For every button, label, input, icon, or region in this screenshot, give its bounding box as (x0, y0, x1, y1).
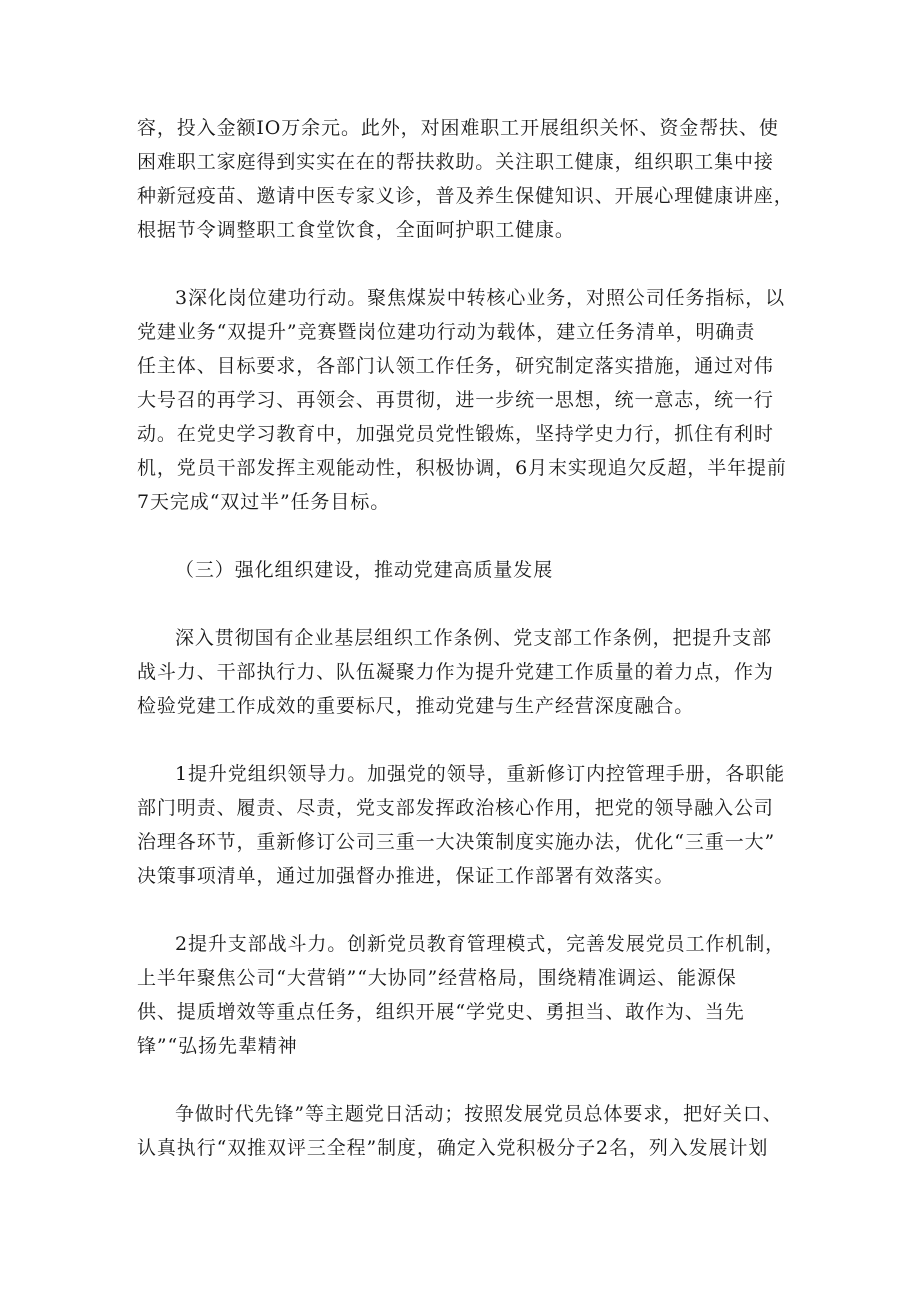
section-heading: （三）强化组织建设，推动党建高质量发展 (175, 559, 554, 581)
paragraph-line: 容，投入金额IO万余元。此外，对困难职工开展组织关怀、资金帮扶、使 (137, 117, 779, 139)
paragraph-line: 7天完成“双过半”任务目标。 (137, 491, 391, 513)
paragraph-line: 争做时代先锋”等主题党日活动；按照发展党员总体要求，把好关口、 (175, 1103, 783, 1125)
paragraph-line: 动。在党史学习教育中，加强党员党性锻炼，坚持学史力行，抓住有利时 (137, 423, 774, 445)
paragraph-line: 供、提质增效等重点任务，组织开展“学党史、勇担当、敢作为、当先 (137, 1001, 745, 1023)
paragraph-line: 3深化岗位建功行动。聚焦煤炭中转核心业务，对照公司任务指标，以 (175, 287, 785, 309)
paragraph-line: 检验党建工作成效的重要标尺，推动党建与生产经营深度融合。 (137, 695, 695, 717)
paragraph-line: 上半年聚焦公司“大营销”“大协同”经营格局，围绕精准调运、能源保 (137, 967, 737, 989)
paragraph-line: 认真执行“双推双评三全程”制度，确定入党积极分子2名，列入发展计划 (137, 1137, 769, 1159)
paragraph-line: 2提升支部战斗力。创新党员教育管理模式，完善发展党员工作机制， (175, 933, 785, 955)
paragraph-line: 根据节令调整职工食堂饮食，全面呵护职工健康。 (137, 219, 575, 241)
paragraph-line: 机，党员干部发挥主观能动性，积极协调，6月末实现追欠反超，半年提前 (137, 457, 787, 479)
paragraph-line: 任主体、目标要求，各部门认领工作任务，研究制定落实措施，通过对伟 (137, 355, 774, 377)
paragraph-line: 种新冠疫苗、邀请中医专家义诊，普及养生保健知识、开展心理健康讲座， (137, 185, 794, 207)
paragraph-line: 部门明责、履责、尽责，党支部发挥政治核心作用，把党的领导融入公司 (137, 797, 774, 819)
paragraph-line: 大号召的再学习、再领会、再贯彻，进一步统一思想，统一意志，统一行 (137, 389, 774, 411)
paragraph-line: 战斗力、干部执行力、队伍凝聚力作为提升党建工作质量的着力点，作为 (137, 661, 774, 683)
paragraph-line: 党建业务“双提升”竞赛暨岗位建功行动为载体，建立任务清单，明确责 (137, 321, 756, 343)
paragraph-line: 困难职工家庭得到实实在在的帮扶救助。关注职工健康，组织职工集中接 (137, 151, 774, 173)
paragraph-line: 治理各环节，重新修订公司三重一大决策制度实施办法，优化“三重一大” (137, 831, 776, 853)
paragraph-line: 锋”“弘扬先辈精神 (137, 1035, 298, 1057)
paragraph-line: 1提升党组织领导力。加强党的领导，重新修订内控管理手册，各职能 (175, 763, 785, 785)
paragraph-line: 决策事项清单，通过加强督办推进，保证工作部署有效落实。 (137, 865, 675, 887)
paragraph-line: 深入贯彻国有企业基层组织工作条例、党支部工作条例，把提升支部 (175, 627, 773, 649)
